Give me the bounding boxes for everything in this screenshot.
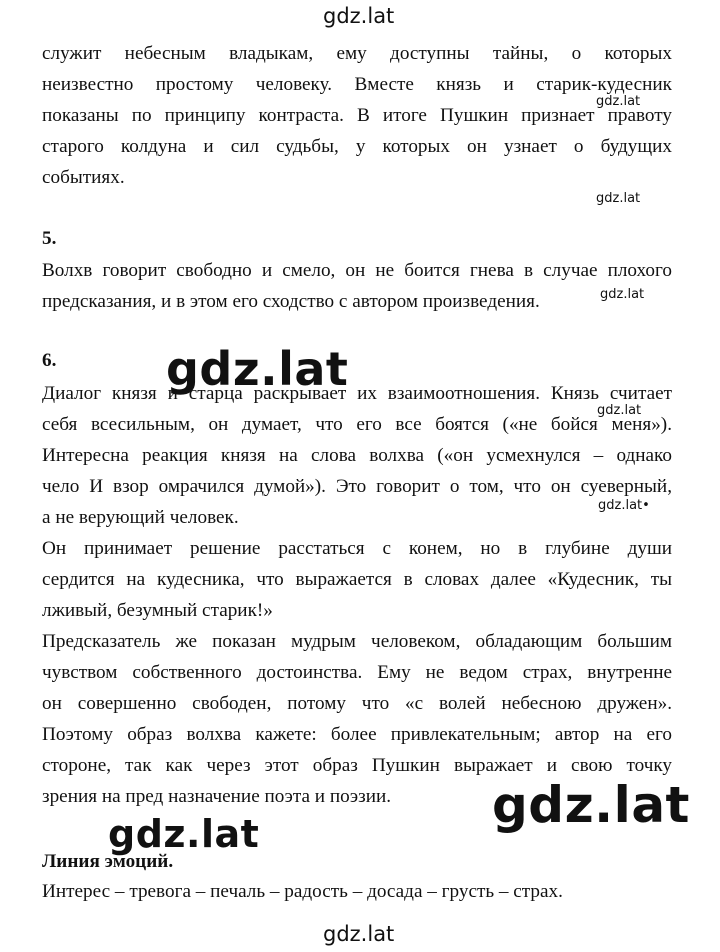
watermark-small: gdz.lat — [596, 94, 641, 109]
watermark-bottom-left: gdz.lat — [108, 812, 260, 856]
emotions-heading: Линия эмоций. — [42, 851, 174, 872]
text-line: старого колдуна и сил судьбы, у которых он узнает о будущих — [42, 136, 672, 157]
text-line: Предсказатель же показан мудрым человеком, обладающим большим — [42, 631, 672, 652]
text-line: неизвестно простому человеку. Вместе князь и старик-кудесник — [42, 74, 672, 95]
watermark-small: gdz.lat• — [598, 498, 650, 513]
text-line: лживый, безумный старик!» — [42, 600, 273, 621]
text-line: себя всесильным, он думает, что его все боятся («не бойся меня»). — [42, 414, 672, 435]
text-line: а не верующий человек. — [42, 507, 239, 528]
section5-paragraph — [42, 255, 672, 317]
text-line: Интерес – тревога – печаль – радость – досада – грусть – страх. — [42, 881, 563, 902]
text-line: сердится на кудесника, что выражается в словах далее «Кудесник, ты — [42, 569, 672, 590]
text-line: стороне, так как через этот образ Пушкин выражает и свою точку — [42, 755, 672, 776]
paragraph — [42, 533, 672, 626]
text-line: Волхв говорит свободно и смело, он не боится гнева в случае плохого — [42, 260, 672, 281]
section-number: 5. — [42, 228, 57, 249]
text-line: Диалог князя и старца раскрывает их взаимоотношения. Князь считает — [42, 383, 672, 404]
watermark-bottom: gdz.lat — [323, 922, 395, 946]
section-number: 6. — [42, 350, 57, 371]
watermark-top: gdz.lat — [323, 4, 395, 28]
watermark-small: gdz.lat — [600, 287, 645, 302]
text-line: Интересна реакция князя на слова волхва («он усмехнулся – однако — [42, 445, 672, 466]
watermark-small: gdz.lat — [597, 403, 642, 418]
text-line: Поэтому образ волхва кажете: более привлекательным; автор на его — [42, 724, 672, 745]
text-line: показаны по принципу контраста. В итоге Пушкин признает правоту — [42, 105, 672, 126]
emotions-line — [42, 876, 672, 907]
section6-body — [42, 378, 672, 812]
watermark-large: gdz.lat — [166, 342, 349, 396]
intro-paragraph — [42, 38, 672, 193]
watermark-large: gdz.lat — [492, 776, 690, 834]
watermark-small: gdz.lat — [596, 191, 641, 206]
text-line: Он принимает решение расстаться с конем, но в глубине души — [42, 538, 672, 559]
text-line: он совершенно свободен, потому что «с волей небесною дружен». — [42, 693, 672, 714]
text-line: зрения на пред назначение поэта и поэзии. — [42, 786, 392, 807]
text-line: событиях. — [42, 167, 125, 188]
paragraph — [42, 378, 672, 533]
text-line: чувством собственного достоинства. Ему не ведом страх, внутренне — [42, 662, 672, 683]
text-line: предсказания, и в этом его сходство с автором произведения. — [42, 291, 540, 312]
text-line: служит небесным владыкам, ему доступны тайны, о которых — [42, 43, 672, 64]
paragraph — [42, 626, 672, 812]
text-line: чело И взор омрачился думой»). Это говорит о том, что он суеверный, — [42, 476, 672, 497]
